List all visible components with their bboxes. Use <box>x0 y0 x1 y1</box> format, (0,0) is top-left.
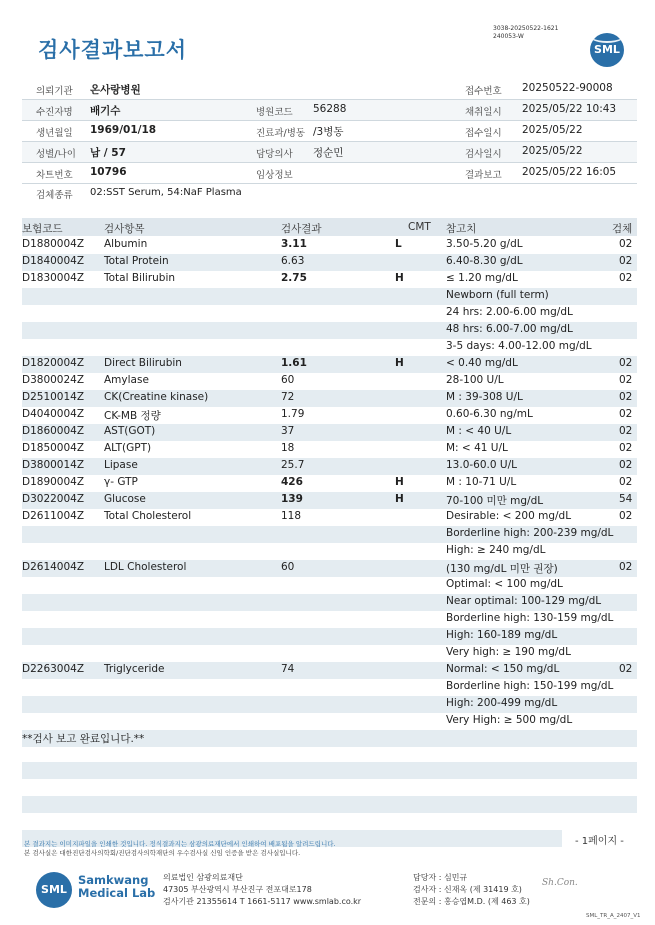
cell-reference: 24 hrs: 2.00-6.00 mg/dL <box>446 306 573 318</box>
collection-time-label: 채취일시 <box>465 107 502 118</box>
cell-specimen: 02 <box>619 408 633 420</box>
cell-test-name: Direct Bilirubin <box>104 357 182 369</box>
document-id <box>493 25 558 41</box>
cell-cmt-flag: H <box>395 493 404 505</box>
cell-test-name: ALT(GPT) <box>104 442 152 454</box>
recipient-value: 배기수 <box>90 105 121 117</box>
cell-specimen: 02 <box>619 374 633 386</box>
cell-result: 1.79 <box>281 408 305 420</box>
cell-reference: Borderline high: 130-159 mg/dL <box>446 612 614 624</box>
doctor-value: 정순민 <box>313 147 344 159</box>
chart-no-label: 차트번호 <box>36 170 73 181</box>
cell-specimen: 02 <box>619 510 633 522</box>
cell-test-name: Total Bilirubin <box>104 272 176 284</box>
test-date-value: 2025/05/22 <box>522 145 583 157</box>
cell-result: 18 <box>281 442 295 454</box>
table-row <box>22 628 637 645</box>
cell-code: D2510014Z <box>22 391 85 403</box>
cell-specimen: 02 <box>619 272 633 284</box>
info-row-sex-age <box>22 142 637 163</box>
cell-result: 3.11 <box>281 238 307 250</box>
company-name-line2: Medical Lab <box>78 886 156 900</box>
cell-reference: 0.60-6.30 ng/mL <box>446 408 533 420</box>
table-row <box>22 509 637 526</box>
cell-code: D1840004Z <box>22 255 85 267</box>
table-row <box>22 526 637 543</box>
footnote-line1: 본 결과지는 이미지파일을 인쇄한 것입니다. 정식결과지는 삼광의료재단에서 인쇄하여 배포됨을 알려드립니다. <box>24 840 336 848</box>
table-row <box>22 237 637 254</box>
cell-reference: Borderline high: 200-239 mg/dL <box>446 527 614 539</box>
footnote-line2: 본 검사실은 대한진단검사의학회/진단검사의학재단의 우수검사실 신임 인증을 받은 검사실입니다. <box>24 849 301 857</box>
test-date-label: 검사일시 <box>465 149 502 160</box>
cell-specimen: 02 <box>619 357 633 369</box>
cell-code: D4040004Z <box>22 408 85 420</box>
cell-cmt-flag: H <box>395 272 404 284</box>
cell-test-name: Triglyceride <box>104 663 165 675</box>
table-row <box>22 254 637 271</box>
sex-age-label: 성별/나이 <box>36 149 76 160</box>
cell-code: D3800024Z <box>22 374 85 386</box>
cell-reference: Optimal: < 100 mg/dL <box>446 578 563 590</box>
col-ref-header: 참고치 <box>446 223 477 235</box>
footnote <box>24 840 336 858</box>
cell-result: 139 <box>281 493 303 505</box>
cell-reference: Near optimal: 100-129 mg/dL <box>446 595 602 607</box>
report-time-value: 2025/05/22 16:05 <box>522 166 617 178</box>
cell-reference: 6.40-8.30 g/dL <box>446 255 523 267</box>
staff-info <box>413 872 530 908</box>
col-code-header: 보험코드 <box>22 223 63 235</box>
hospital-code-label: 병원코드 <box>256 107 293 118</box>
org-contact: 검사기관 21355614 T 1661-5117 www.smlab.co.kr <box>163 897 362 906</box>
cell-result: 72 <box>281 391 295 403</box>
info-row-dob <box>22 121 637 142</box>
cell-code: D1850004Z <box>22 442 85 454</box>
col-specimen-header: 검체 <box>612 223 633 235</box>
cell-code: D2263004Z <box>22 663 85 675</box>
table-row <box>22 373 637 390</box>
cell-reference: High: 160-189 mg/dL <box>446 629 558 641</box>
cell-code: **검사 보고 완료입니다.** <box>22 733 145 745</box>
specimen-value: 02:SST Serum, 54:NaF Plasma <box>90 187 242 198</box>
logo-arc <box>590 33 624 43</box>
info-row-recipient <box>22 100 637 121</box>
cell-reference: < 0.40 mg/dL <box>446 357 518 369</box>
dept-label: 진료과/병동 <box>256 128 306 139</box>
cell-specimen: 02 <box>619 561 633 573</box>
table-row <box>22 271 637 288</box>
document-id-line2: 240053-W <box>493 33 524 40</box>
cell-test-name: γ- GTP <box>104 476 138 488</box>
cell-cmt-flag: H <box>395 476 404 488</box>
collection-time-value: 2025/05/22 10:43 <box>522 103 617 115</box>
cell-code: D1830004Z <box>22 272 85 284</box>
cell-result: 25.7 <box>281 459 305 471</box>
table-row <box>22 730 637 747</box>
table-row <box>22 407 637 424</box>
info-row-chart-no <box>22 163 637 184</box>
cell-reference: Very high: ≥ 190 mg/dL <box>446 646 571 658</box>
table-row <box>22 577 637 594</box>
document-id-line1: 3038-20250522-1621 <box>493 25 559 32</box>
table-row <box>22 560 637 577</box>
table-row <box>22 594 637 611</box>
cell-specimen: 54 <box>619 493 633 505</box>
table-row <box>22 441 637 458</box>
receipt-no-value: 20250522-90008 <box>522 82 613 94</box>
cell-code: D3022004Z <box>22 493 85 505</box>
page-title: 검사결과보고서 <box>38 38 188 62</box>
sml-badge-text: SML <box>594 43 620 56</box>
cell-reference: Newborn (full term) <box>446 289 549 301</box>
page-number: - 1페이지 - <box>575 836 624 847</box>
cell-result: 37 <box>281 425 295 437</box>
receipt-date-label: 접수일시 <box>465 128 502 139</box>
cell-specimen: 02 <box>619 459 633 471</box>
table-row <box>22 696 637 713</box>
dob-label: 생년월일 <box>36 128 73 139</box>
table-row <box>22 322 637 339</box>
cell-code: D1880004Z <box>22 238 85 250</box>
cell-specimen: 02 <box>619 442 633 454</box>
col-cmt-header: CMT <box>408 221 431 233</box>
cell-specimen: 02 <box>619 425 633 437</box>
institution-label: 의뢰기관 <box>36 86 73 97</box>
receipt-no-label: 접수번호 <box>465 86 502 97</box>
dob-value: 1969/01/18 <box>90 124 157 136</box>
hospital-code-value: 56288 <box>313 103 347 115</box>
organization-info <box>163 872 361 908</box>
table-row <box>22 424 637 441</box>
cell-code: D1820004Z <box>22 357 85 369</box>
cell-reference: 70-100 미만 mg/dL <box>446 495 544 507</box>
cell-test-name: Albumin <box>104 238 148 250</box>
table-row <box>22 543 637 560</box>
results-table-header <box>22 218 637 236</box>
cell-specimen: 02 <box>619 391 633 403</box>
recipient-label: 수진자명 <box>36 107 73 118</box>
signature: Sh.Con. <box>542 878 578 888</box>
dept-value: /3병동 <box>313 126 344 138</box>
cell-test-name: Total Protein <box>104 255 169 267</box>
table-row <box>22 611 637 628</box>
cell-reference: 3.50-5.20 g/dL <box>446 238 523 250</box>
cell-test-name: LDL Cholesterol <box>104 561 187 573</box>
cell-result: 1.61 <box>281 357 307 369</box>
sml-logo-icon <box>590 33 624 67</box>
cell-result: 6.63 <box>281 255 305 267</box>
col-name-header: 검사항목 <box>104 223 145 235</box>
cell-specimen: 02 <box>619 238 633 250</box>
staff-specialist: 전문의 : 홍승엽M.D. (제 463 호) <box>413 897 530 906</box>
cell-specimen: 02 <box>619 663 633 675</box>
cell-reference: Borderline high: 150-199 mg/dL <box>446 680 614 692</box>
cell-reference: M: < 41 U/L <box>446 442 508 454</box>
cell-reference: 13.0-60.0 U/L <box>446 459 517 471</box>
form-code: SML_TR_A_2407_V1 <box>586 913 641 919</box>
cell-result: 2.75 <box>281 272 307 284</box>
staff-tester: 검사자 : 신재옥 (제 31419 호) <box>413 885 522 894</box>
cell-reference: M : 10-71 U/L <box>446 476 517 488</box>
table-row <box>22 492 637 509</box>
cell-test-name: Lipase <box>104 459 138 471</box>
cell-test-name: Total Cholesterol <box>104 510 192 522</box>
org-address: 47305 부산광역시 부산진구 전포대로178 <box>163 885 312 894</box>
table-row <box>22 679 637 696</box>
cell-cmt-flag: H <box>395 357 404 369</box>
cell-cmt-flag: L <box>395 238 402 250</box>
cell-test-name: Amylase <box>104 374 149 386</box>
cell-result: 60 <box>281 561 295 573</box>
table-row <box>22 458 637 475</box>
col-result-header: 검사결과 <box>281 223 322 235</box>
staff-manager: 담당자 : 심민규 <box>413 873 468 882</box>
receipt-date-value: 2025/05/22 <box>522 124 583 136</box>
report-time-label: 결과보고 <box>465 170 502 181</box>
company-name <box>78 874 155 900</box>
table-row <box>22 475 637 492</box>
cell-reference: 3-5 days: 4.00-12.00 mg/dL <box>446 340 592 352</box>
table-row <box>22 356 637 373</box>
cell-test-name: CK(Creatine kinase) <box>104 391 209 403</box>
cell-reference: M : 39-308 U/L <box>446 391 523 403</box>
sex-age-value: 남 / 57 <box>90 147 126 159</box>
specimen-label: 검체종류 <box>36 190 73 201</box>
chart-no-value: 10796 <box>90 166 127 178</box>
sml-footer-logo-icon: SML <box>36 872 72 908</box>
table-row <box>22 713 637 730</box>
cell-result: 60 <box>281 374 295 386</box>
cell-reference: Normal: < 150 mg/dL <box>446 663 560 675</box>
blank-row <box>22 796 637 813</box>
cell-code: D2611004Z <box>22 510 85 522</box>
clinical-info-label: 임상정보 <box>256 170 293 181</box>
blank-row <box>22 762 637 779</box>
company-name-line1: Samkwang <box>78 873 149 887</box>
cell-specimen: 02 <box>619 476 633 488</box>
table-row <box>22 339 637 356</box>
cell-reference: High: 200-499 mg/dL <box>446 697 558 709</box>
table-row <box>22 305 637 322</box>
cell-reference: ≤ 1.20 mg/dL <box>446 272 518 284</box>
cell-test-name: CK-MB 정량 <box>104 410 161 422</box>
info-row-institution <box>22 79 637 100</box>
org-name: 의료법인 삼광의료재단 <box>163 873 243 882</box>
cell-test-name: AST(GOT) <box>104 425 156 437</box>
cell-code: D3800014Z <box>22 459 85 471</box>
cell-result: 74 <box>281 663 295 675</box>
cell-result: 118 <box>281 510 302 522</box>
institution-value: 온사랑병원 <box>90 84 141 96</box>
cell-specimen: 02 <box>619 255 633 267</box>
cell-reference: (130 mg/dL 미만 권장) <box>446 563 558 575</box>
table-row <box>22 645 637 662</box>
cell-test-name: Glucose <box>104 493 146 505</box>
cell-reference: M : < 40 U/L <box>446 425 512 437</box>
info-row-specimen <box>22 183 637 203</box>
table-row <box>22 390 637 407</box>
table-row <box>22 288 637 305</box>
cell-reference: 28-100 U/L <box>446 374 504 386</box>
cell-code: D1860004Z <box>22 425 85 437</box>
cell-reference: Very High: ≥ 500 mg/dL <box>446 714 573 726</box>
cell-result: 426 <box>281 476 303 488</box>
cell-reference: High: ≥ 240 mg/dL <box>446 544 546 556</box>
cell-code: D2614004Z <box>22 561 85 573</box>
doctor-label: 담당의사 <box>256 149 293 160</box>
cell-code: D1890004Z <box>22 476 85 488</box>
table-row <box>22 662 637 679</box>
cell-reference: 48 hrs: 6.00-7.00 mg/dL <box>446 323 573 335</box>
cell-reference: Desirable: < 200 mg/dL <box>446 510 572 522</box>
